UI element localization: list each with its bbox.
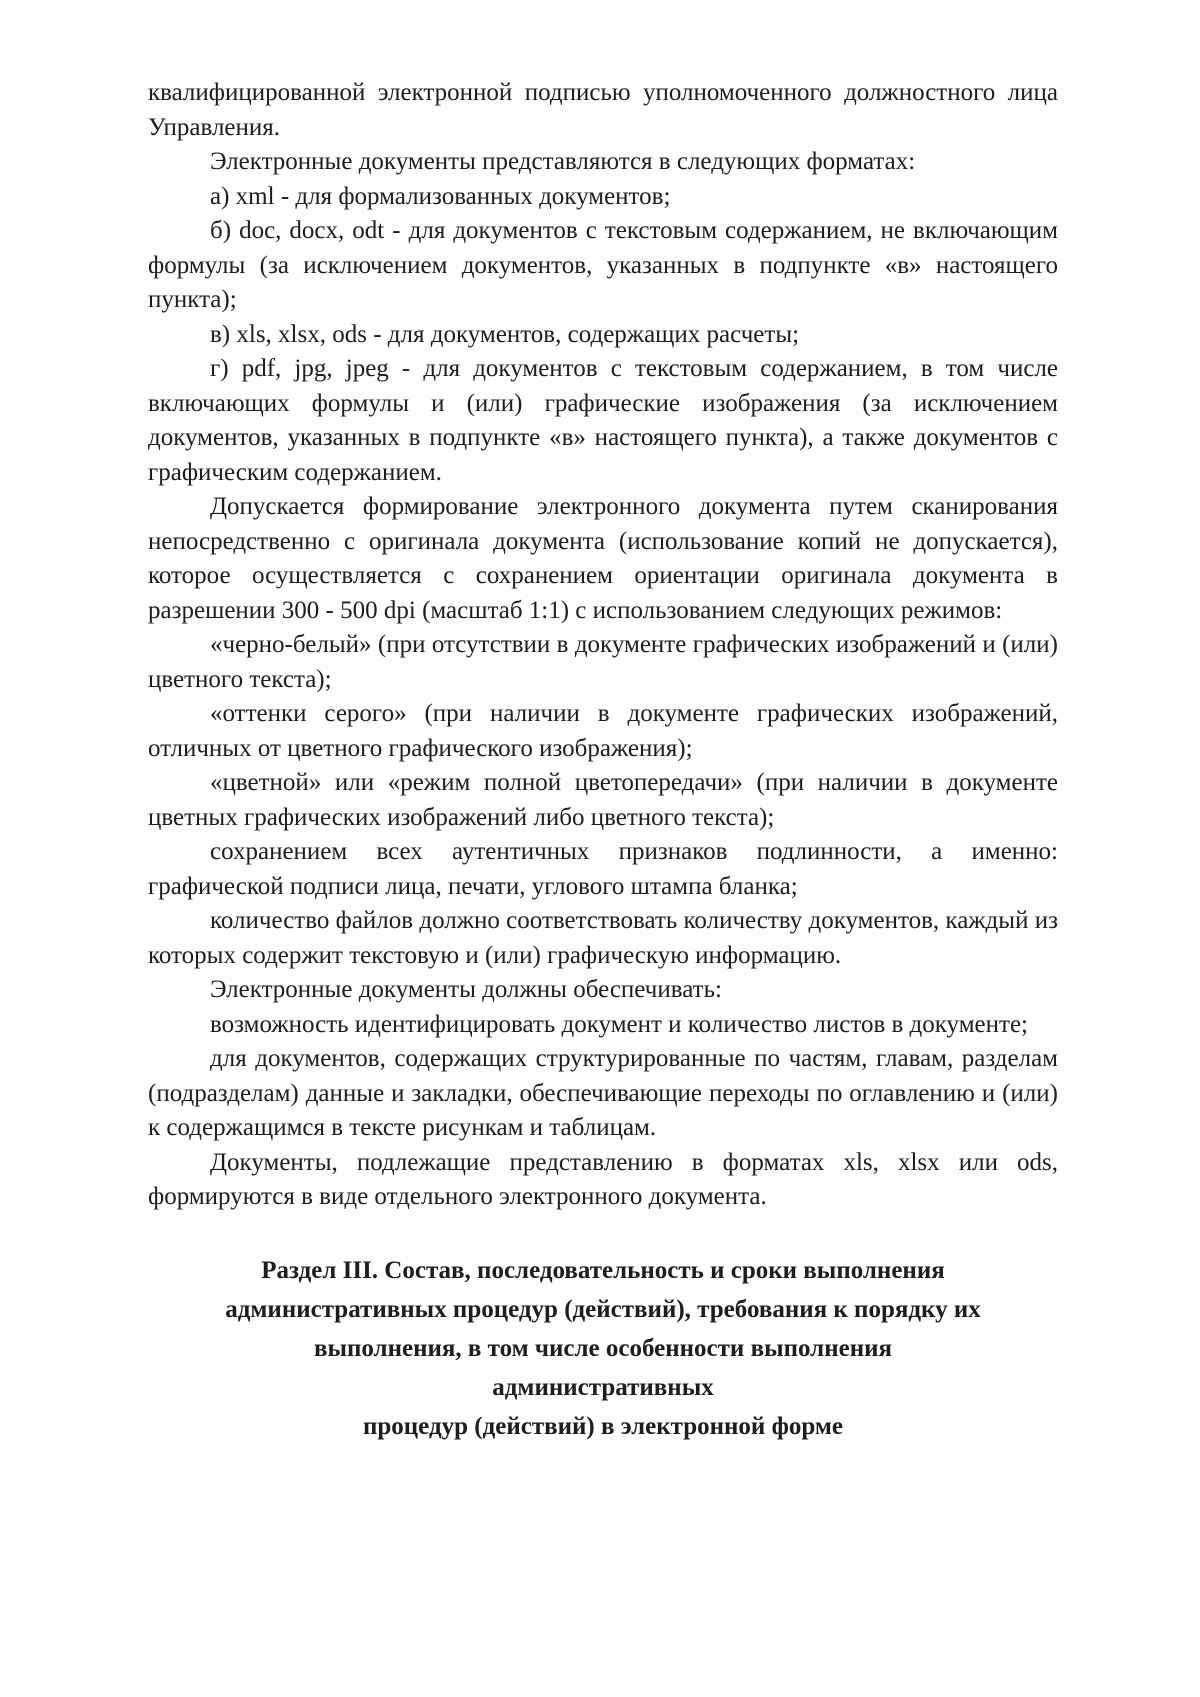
paragraph-mode-gray: «оттенки серого» (при наличии в документе графических изображений, отличных от цветного графического изображения); — [148, 700, 1058, 762]
paragraph-formats-intro: Электронные документы представляются в следующих форматах: — [210, 148, 916, 175]
paragraph-requirements-intro: Электронные документы должны обеспечивать: — [210, 976, 722, 1003]
section-heading-line: выполнения, в том числе особенности выполнения административных — [313, 1334, 893, 1401]
section-heading-line: процедур (действий) в электронной форме — [362, 1412, 844, 1440]
paragraph-structure: для документов, содержащих структурированные по частям, главам, разделам (подразделам) данные и закладки, обеспечивающие переходы по оглавлению и (или) к содержащимся в тексте рисункам и таблицам. — [148, 1045, 1058, 1141]
section-heading-line: Раздел III. Состав, последовательность и сроки выполнения — [261, 1256, 945, 1284]
section-heading-line: административных процедур (действий), требования к порядку их — [225, 1295, 981, 1323]
paragraph-continuation: квалифицированной электронной подписью уполномоченного должностного лица Управления. — [148, 79, 1058, 141]
document-body — [148, 76, 1058, 1446]
paragraph-identify: возможность идентифицировать документ и количество листов в документе; — [210, 1010, 1028, 1038]
paragraph-mode-bw: «черно-белый» (при отсутствии в документе графических изображений и (или) цветного текста); — [148, 631, 1058, 693]
paragraph-spreadsheets: Документы, подлежащие представлению в форматах xls, xlsx или ods, формируются в виде отдельного электронного документа. — [148, 1148, 1058, 1210]
paragraph-authenticity: сохранением всех аутентичных признаков подлинности, а именно: графической подписи лица, печати, углового штампа бланка; — [148, 838, 1058, 900]
paragraph-format-g: г) pdf, jpg, jpeg - для документов с текстовым содержанием, в том числе включающих формулы и (или) графические изображения (за исключением документов, указанных в подпункте «в» настоящего пункта), а также документов с графическим содержанием. — [148, 355, 1058, 486]
paragraph-mode-color: «цветной» или «режим полной цветопередачи» (при наличии в документе цветных графических изображений либо цветного текста); — [148, 769, 1058, 831]
paragraph-scanning: Допускается формирование электронного документа путем сканирования непосредственно с оригинала документа (использование копий не допускается), которое осуществляется с сохранением ориентации оригинала документа в разрешении 300 - 500 dpi (масштаб 1:1) с использованием следующих режимов: — [148, 493, 1058, 624]
paragraph-file-count: количество файлов должно соответствовать количеству документов, каждый из которых содержит текстовую и (или) графическую информацию. — [148, 907, 1058, 969]
section-heading — [148, 1251, 1058, 1446]
paragraph-format-a: а) xml - для формализованных документов; — [210, 182, 671, 210]
paragraph-format-v: в) xls, xlsx, ods - для документов, содержащих расчеты; — [210, 320, 800, 348]
paragraph-format-b: б) doc, docx, odt - для документов с текстовым содержанием, не включающим формулы (за исключением документов, указанных в подпункте «в» настоящего пункта); — [148, 217, 1058, 313]
